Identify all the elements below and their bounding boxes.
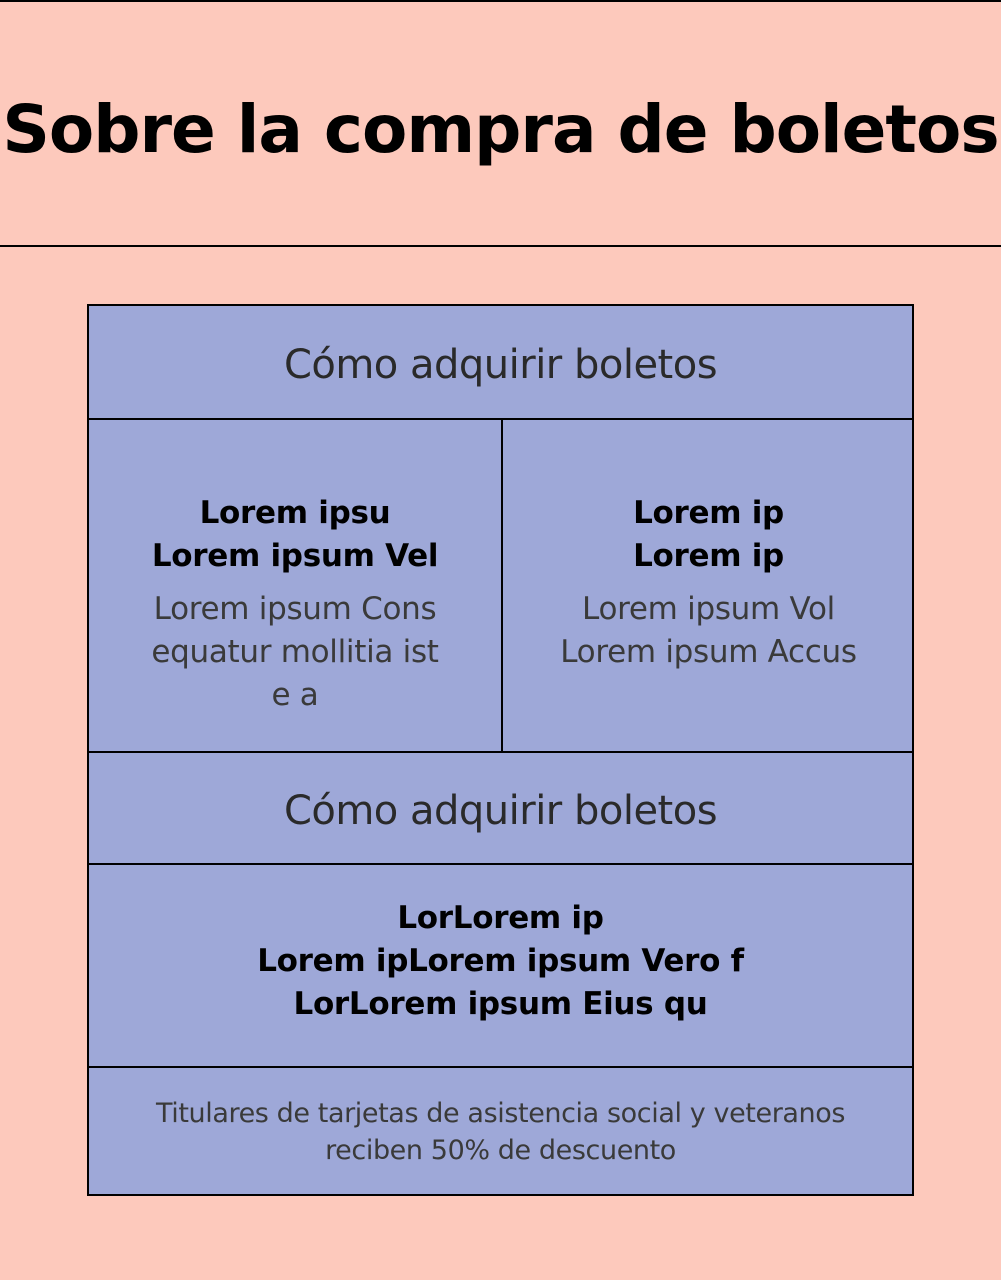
- page-title: Sobre la compra de boletos: [2, 91, 999, 168]
- left-text-line-3: e a: [271, 677, 319, 713]
- ticket-info-box: [87, 304, 914, 1196]
- divider: [89, 1066, 912, 1068]
- right-column: [503, 420, 914, 753]
- footnote-line-2: reciben 50% de descuento: [325, 1135, 676, 1166]
- page-header: [0, 0, 1001, 247]
- right-text-line-2: Lorem ipsum Accus: [560, 634, 857, 670]
- right-column-title: [503, 492, 914, 578]
- right-column-text: [503, 588, 914, 674]
- bottom-line-3: LorLorem ipsum Eius qu: [293, 986, 708, 1022]
- divider: [89, 863, 912, 865]
- section-heading-top: Cómo adquirir boletos: [283, 342, 718, 388]
- section-heading-middle: Cómo adquirir boletos: [283, 788, 718, 834]
- right-title-line-2: Lorem ip: [633, 538, 784, 574]
- bottom-line-2: Lorem ipLorem ipsum Vero f: [257, 943, 744, 979]
- left-column-title: [89, 492, 501, 578]
- left-column: [89, 420, 501, 753]
- right-text-line-1: Lorem ipsum Vol: [582, 591, 835, 627]
- left-column-text: [89, 588, 501, 717]
- bottom-bold-text: [89, 897, 912, 1026]
- discount-footnote: [89, 1095, 912, 1169]
- left-title-line-1: Lorem ipsu: [199, 495, 391, 531]
- bottom-line-1: LorLorem ip: [397, 900, 604, 936]
- left-text-line-2: equatur mollitia ist: [151, 634, 439, 670]
- right-title-line-1: Lorem ip: [633, 495, 784, 531]
- divider: [89, 751, 912, 753]
- footnote-line-1: Titulares de tarjetas de asistencia social y veteranos: [155, 1098, 846, 1129]
- left-text-line-1: Lorem ipsum Cons: [153, 591, 437, 627]
- left-title-line-2: Lorem ipsum Vel: [151, 538, 439, 574]
